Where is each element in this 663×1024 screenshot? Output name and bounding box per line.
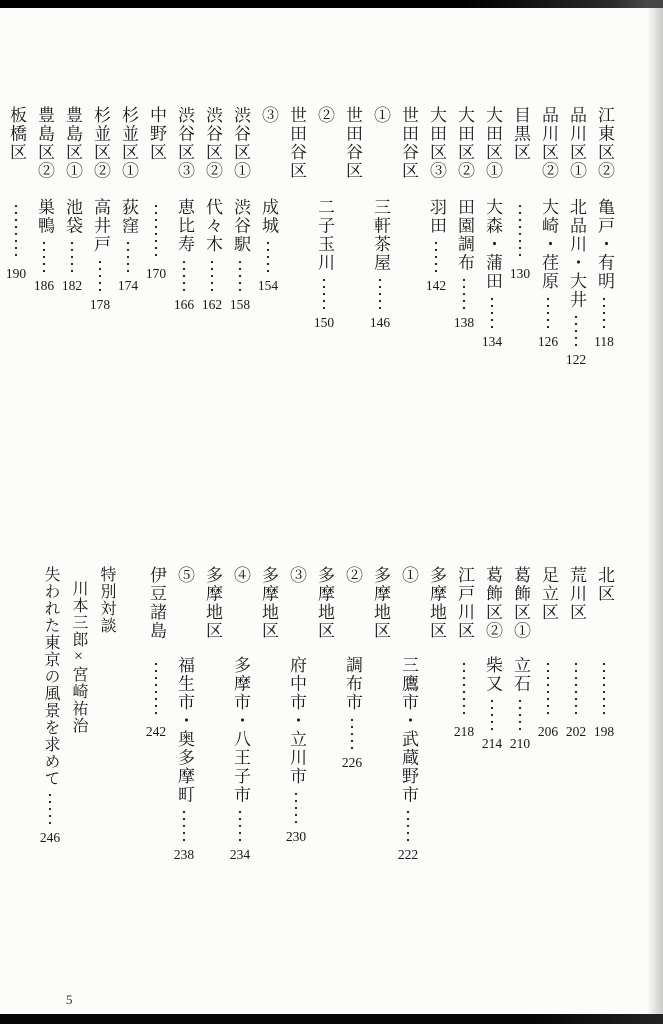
dotted-leader [435,242,437,272]
toc-entry-page: 202 [565,724,587,739]
dotted-leader [575,663,577,718]
toc-upper-block [0,106,618,416]
toc-entry-page: 138 [453,315,475,330]
toc-entry [534,106,562,416]
bottom-scan-bar [0,1014,663,1024]
toc-entry-place: 特別対談 [98,566,115,634]
dotted-leader [239,811,241,841]
toc-entry [562,566,590,896]
toc-entry-ward: 多摩地区① [399,566,446,640]
toc-entry-ward [0,106,2,198]
dotted-leader [99,261,101,291]
toc-entry-page: 178 [89,296,111,312]
toc-entry-page: 182 [61,278,83,293]
toc-entry-ward: 足立区 [539,566,558,622]
dotted-leader [379,279,381,309]
toc-entry-ward: 杉並区② [91,106,110,180]
toc-entry-ward: 渋谷区③ [175,106,194,180]
toc-entry [478,566,506,896]
toc-entry [64,566,92,896]
dotted-leader [519,205,521,260]
toc-entry-ward: 江戸川区 [455,566,474,640]
toc-entry-page: 206 [537,724,559,739]
toc-entry-page: 190 [5,266,27,281]
toc-entry [92,566,120,896]
toc-entry-page: 222 [397,847,419,862]
toc-entry-place: 福生市・奥多摩町 [175,656,194,804]
toc-entry [226,106,254,416]
toc-entry-place: 渋谷駅 [231,198,250,254]
toc-entry [366,106,422,416]
toc-lower-block [0,566,618,896]
toc-entry-place: 池袋 [63,198,82,235]
dotted-leader [127,242,129,272]
dotted-leader [463,663,465,718]
dotted-leader [239,261,241,291]
toc-entry-ward: 目黒区 [511,106,530,162]
toc-entry [534,566,562,896]
toc-entry [114,106,142,416]
toc-entry-page: 198 [593,724,615,739]
toc-entry-place: 成城 [259,198,278,235]
dotted-leader [211,261,213,291]
dotted-leader [49,794,51,824]
toc-entry-page: 162 [201,296,223,312]
toc-entry [170,106,198,416]
top-scan-bar [0,0,663,8]
toc-entry-page: 134 [481,333,503,349]
toc-entry-page: 242 [145,724,167,739]
toc-entry [0,106,2,416]
dotted-leader [407,811,409,841]
toc-entry [142,566,170,896]
toc-entry [338,566,394,896]
toc-entry-page: 226 [341,754,363,770]
toc-entry [170,566,226,896]
dotted-leader [71,242,73,272]
toc-entry [36,566,64,896]
toc-entry [142,106,170,416]
toc-entry-ward: 北区 [595,566,614,603]
dotted-leader [267,242,269,272]
toc-entry-page: 146 [369,315,391,330]
toc-entry-place: 府中市・立川市 [287,656,306,786]
toc-entry-ward: 品川区① [567,106,586,180]
toc-entry-page: 154 [257,278,279,293]
toc-entry-place: 柴又 [483,656,502,693]
toc-entry-page: 118 [594,333,614,349]
toc-entry-ward: 中野区 [147,106,166,162]
dotted-leader [155,663,157,718]
toc-entry-ward: 大田区③ [427,106,446,180]
toc-entry-ward: 多摩地区④ [231,566,278,640]
toc-entry-page: 246 [39,830,61,845]
toc-entry-place: 田園調布 [455,198,474,272]
toc-entry-place: 川本三郎×宮崎祐治 [70,580,87,734]
dotted-leader [43,242,45,272]
toc-entry [30,106,58,416]
toc-entry-page: 174 [117,278,139,293]
toc-entry-ward: 豊島区② [35,106,54,180]
toc-entry-ward: 渋谷区② [203,106,222,180]
dotted-leader [547,663,549,718]
toc-entry-page: 214 [481,736,503,751]
toc-entry-place: 大森・蒲田 [483,198,502,291]
toc-entry-page: 218 [453,724,475,739]
toc-entry-ward: 品川区② [539,106,558,180]
toc-entry-place: 羽田 [427,198,446,235]
toc-entry-place: 失われた東京の風景を求めて [42,566,59,787]
toc-entry-ward: 大田区② [455,106,474,180]
toc-entry-ward: 豊島区① [63,106,82,180]
toc-entry [394,566,450,896]
toc-entry [478,106,506,416]
dotted-leader [323,279,325,309]
dotted-leader [183,261,185,291]
dotted-leader [155,205,157,260]
toc-entry-place: 調布市 [343,656,362,712]
toc-entry-ward: 葛飾区① [511,566,530,640]
toc-entry-ward: 杉並区① [119,106,138,180]
dotted-leader [463,279,465,309]
toc-entry-ward: 葛飾区② [483,566,502,640]
toc-entry-page: 166 [173,296,195,312]
toc-entry [86,106,114,416]
toc-entry [450,106,478,416]
dotted-leader [519,700,521,730]
dotted-leader [575,316,577,346]
dotted-leader [547,298,549,328]
toc-entry [590,106,618,416]
toc-entry [198,106,226,416]
dotted-leader [183,811,185,841]
toc-entry [506,566,534,896]
toc-entry-page: 210 [509,736,531,751]
toc-entry-place: 巣鴨 [35,198,54,235]
dotted-leader [491,298,493,328]
page-number: 5 [66,992,73,1007]
toc-entry [2,106,30,416]
dotted-leader [15,205,17,260]
toc-entry [282,566,338,896]
toc-entry-ward: 多摩地区⑤ [175,566,222,640]
toc-entry-page: 234 [229,847,251,862]
toc-entry [58,106,86,416]
toc-entry-place: 三軒茶屋 [371,198,390,272]
toc-entry-ward: 多摩地区② [343,566,390,640]
toc-entry-ward: 江東区② [595,106,614,180]
toc-entry-ward: 多摩地区③ [287,566,334,640]
toc-entry-page: 170 [145,266,167,281]
toc-entry [422,106,450,416]
toc-entry-ward: 板橋区 [7,106,26,162]
toc-entry-place: 代々木 [203,198,222,254]
dotted-leader [351,719,353,749]
toc-entry [562,106,590,416]
dotted-leader [491,700,493,730]
toc-entry-page: 122 [565,352,587,367]
toc-entry-page: 130 [509,266,531,281]
toc-entry-place: 高井戸 [91,198,110,254]
toc-entry [590,566,618,896]
toc-entry [310,106,366,416]
toc-entry-page: 158 [229,296,251,312]
toc-entry [226,566,282,896]
toc-entry-ward: 大田区① [483,106,502,180]
toc-entry-ward: 世田谷区③ [259,106,306,180]
toc-entry-page: 126 [537,333,559,349]
dotted-leader [603,663,605,718]
toc-entry-place: 恵比寿 [175,198,194,254]
toc-entry-place: 三鷹市・武蔵野市 [399,656,418,804]
toc-entry-ward: 荒川区 [567,566,586,622]
toc-entry-ward: 渋谷区① [231,106,250,180]
toc-entry-page: 142 [425,278,447,293]
toc-entry-place: 大崎・荏原 [539,198,558,291]
toc-entry-place: 二子玉川 [315,198,334,272]
toc-entry-place: 立石 [511,656,530,693]
toc-entry [506,106,534,416]
dotted-leader [295,793,297,823]
dotted-leader [603,298,605,328]
toc-entry-page: 238 [173,847,195,862]
toc-entry-place: 多摩市・八王子市 [231,656,250,804]
toc-entry-page: 186 [33,278,55,293]
toc-entry-ward: 世田谷区② [315,106,362,180]
toc-entry-ward: 伊豆諸島 [147,566,166,640]
toc-entry-place: 亀戸・有明 [595,198,614,291]
toc-entry-page: 150 [313,315,335,330]
toc-entry-page: 230 [285,828,307,844]
toc-entry-place: 荻窪 [119,198,138,235]
toc-entry [450,566,478,896]
toc-entry-place: 北品川・大井 [567,198,586,309]
toc-entry-ward: 世田谷区① [371,106,418,180]
toc-entry [254,106,310,416]
right-edge-shade [647,0,663,1024]
